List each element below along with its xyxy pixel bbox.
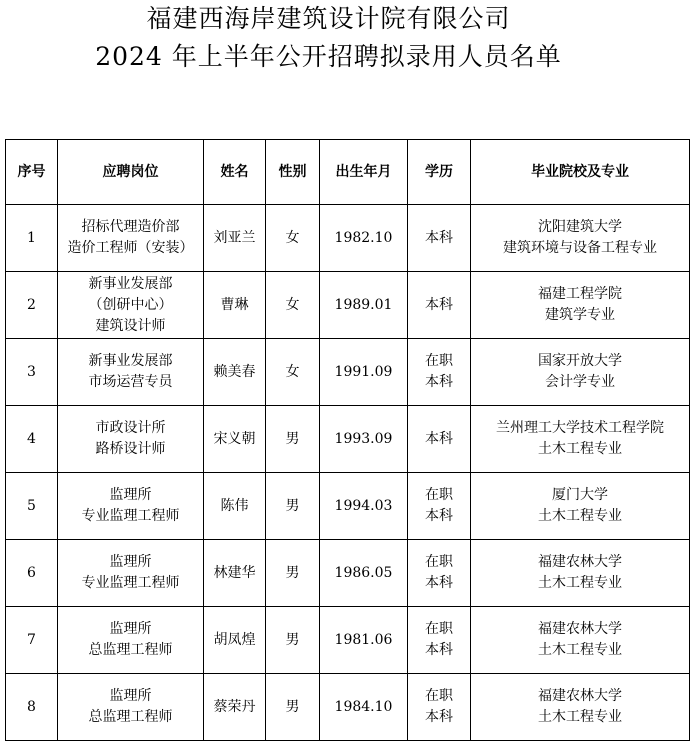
cell-education-line: 在职 [425,688,453,704]
cell-name: 宋义朝 [204,406,266,473]
cell-gender: 女 [266,205,320,272]
cell-school-major [471,205,690,272]
cell-education [408,540,471,607]
cell-position [58,473,204,540]
cell-gender: 男 [266,674,320,741]
header-position: 应聘岗位 [58,140,204,205]
hiring-table [5,139,690,741]
cell-birth: 1989.01 [320,272,408,339]
cell-birth: 1981.06 [320,607,408,674]
cell-birth: 1991.09 [320,339,408,406]
cell-school-major [471,272,690,339]
cell-gender: 男 [266,473,320,540]
cell-seq: 3 [6,339,58,406]
cell-school-major-line: 厦门大学 [552,487,608,503]
cell-name: 蔡荣丹 [204,674,266,741]
cell-position-line: 市政设计所 [95,420,166,436]
cell-school-major-line: 建筑环境与设备工程专业 [503,240,657,256]
cell-position-line: 新事业发展部 [88,275,173,292]
cell-school-major-line: 兰州理工大学技术工程学院 [496,420,664,436]
cell-seq: 6 [6,540,58,607]
cell-birth: 1993.09 [320,406,408,473]
table-row [6,272,690,339]
cell-position [58,674,204,741]
cell-birth: 1984.10 [320,674,408,741]
cell-seq: 7 [6,607,58,674]
cell-education-line: 本科 [425,296,453,313]
cell-position-line: 市场运营专员 [88,374,173,390]
cell-seq: 4 [6,406,58,473]
cell-position [58,272,204,339]
table-row [6,540,690,607]
cell-position-line: 路桥设计师 [95,441,166,457]
table-row [6,473,690,540]
cell-school-major [471,540,690,607]
cell-education [408,473,471,540]
cell-position [58,607,204,674]
cell-name: 胡凤煌 [204,607,266,674]
table-row [6,205,690,272]
table-row [6,607,690,674]
cell-gender: 男 [266,540,320,607]
cell-school-major-line: 土木工程专业 [538,508,622,524]
table-row [6,406,690,473]
header-education: 学历 [408,140,471,205]
cell-birth: 1986.05 [320,540,408,607]
cell-school-major-line: 土木工程专业 [538,709,622,725]
cell-education-line: 在职 [425,554,453,570]
cell-school-major-line: 福建工程学院 [538,286,622,302]
cell-name: 刘亚兰 [204,205,266,272]
header-school-major: 毕业院校及专业 [471,140,690,205]
cell-position-line: 专业监理工程师 [81,575,180,591]
cell-education-line: 在职 [425,487,453,503]
cell-position [58,339,204,406]
cell-education [408,339,471,406]
cell-education-line: 本科 [425,374,453,390]
cell-name: 赖美春 [204,339,266,406]
cell-seq: 1 [6,205,58,272]
cell-education [408,674,471,741]
cell-position-line: 造价工程师（安装） [67,240,194,256]
header-birth: 出生年月 [320,140,408,205]
cell-education-line: 在职 [425,353,453,369]
cell-education-line: 本科 [425,642,453,658]
cell-gender: 女 [266,339,320,406]
cell-gender: 女 [266,272,320,339]
cell-education-line: 本科 [425,229,453,246]
cell-education [408,406,471,473]
cell-seq: 8 [6,674,58,741]
cell-birth: 1982.10 [320,205,408,272]
cell-school-major-line: 土木工程专业 [538,441,622,457]
cell-education [408,272,471,339]
table-body [6,205,690,741]
cell-seq: 2 [6,272,58,339]
document-title: 福建西海岸建筑设计院有限公司 [146,4,511,33]
cell-school-major-line: 福建农林大学 [538,688,622,704]
cell-school-major-line: 国家开放大学 [538,353,622,369]
cell-position [58,540,204,607]
cell-school-major-line: 沈阳建筑大学 [538,219,622,235]
cell-gender: 男 [266,406,320,473]
cell-seq: 5 [6,473,58,540]
cell-school-major [471,339,690,406]
header-name: 姓名 [204,140,266,205]
cell-birth: 1994.03 [320,473,408,540]
cell-position-line: 总监理工程师 [88,642,173,658]
cell-education [408,607,471,674]
cell-school-major [471,607,690,674]
cell-school-major-line: 会计学专业 [545,374,615,390]
cell-school-major-line: 福建农林大学 [538,621,622,637]
cell-name: 曹琳 [204,272,266,339]
cell-education-line: 本科 [425,575,453,591]
document-subtitle: 2024 年上半年公开招聘拟录用人员名单 [95,42,562,71]
cell-school-major [471,674,690,741]
cell-school-major [471,473,690,540]
cell-position-line: 新事业发展部 [88,353,173,369]
cell-position-line: 建筑设计师 [95,317,166,334]
cell-education-line: 本科 [425,508,453,524]
cell-position-line: 招标代理造价部 [81,219,180,235]
table-row [6,339,690,406]
cell-school-major-line: 福建农林大学 [538,554,622,570]
cell-position [58,406,204,473]
cell-position-line: 监理所 [109,554,152,570]
table-row [6,674,690,741]
cell-name: 陈伟 [204,473,266,540]
table-header-row [6,140,690,205]
cell-school-major-line: 土木工程专业 [538,642,622,658]
cell-school-major [471,406,690,473]
cell-education-line: 本科 [425,709,453,725]
cell-name: 林建华 [204,540,266,607]
cell-position-line: 总监理工程师 [88,709,173,725]
cell-position-line: 监理所 [109,688,152,704]
cell-education-line: 在职 [425,621,453,637]
cell-position-line: 监理所 [109,487,152,503]
cell-education [408,205,471,272]
cell-school-major-line: 土木工程专业 [538,575,622,591]
header-gender: 性别 [266,140,320,205]
cell-school-major-line: 建筑学专业 [545,307,615,323]
cell-position-line: （创研中心） [88,296,173,313]
cell-gender: 男 [266,607,320,674]
cell-education-line: 本科 [425,430,453,447]
header-seq: 序号 [6,140,58,205]
cell-position [58,205,204,272]
cell-position-line: 专业监理工程师 [81,508,180,524]
cell-position-line: 监理所 [109,621,152,637]
